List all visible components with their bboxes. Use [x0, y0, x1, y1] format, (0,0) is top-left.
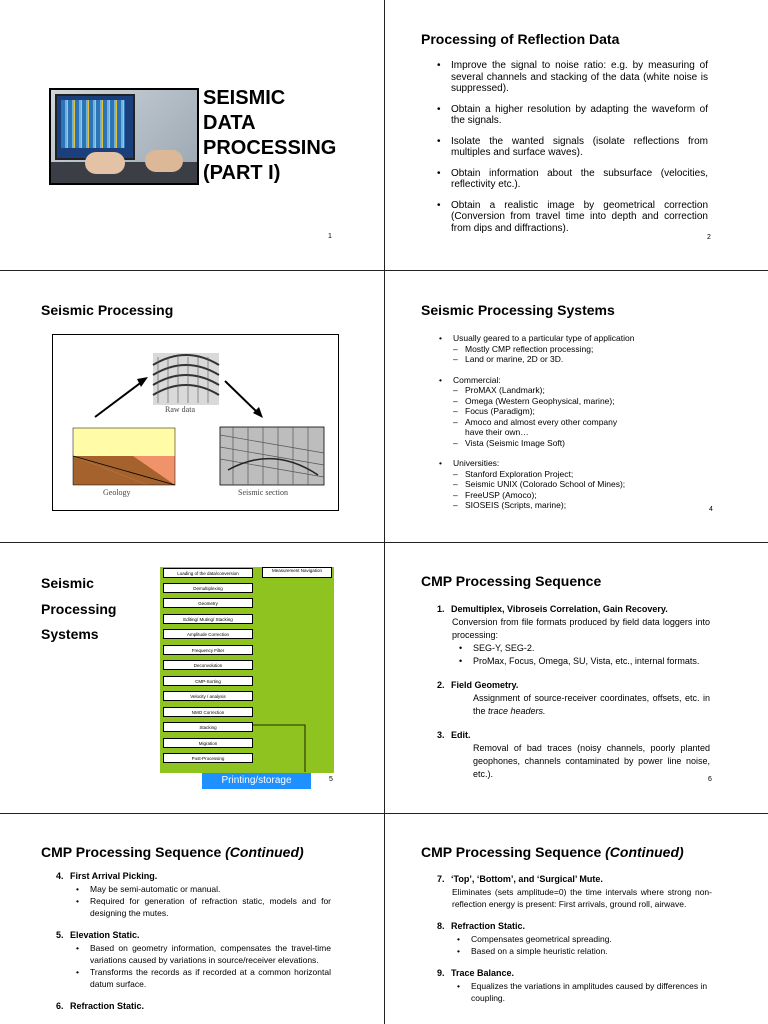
flow-step: Geometry: [163, 598, 253, 608]
list-item: • Based on a simple heuristic relation.: [455, 945, 712, 957]
flow-step: CMP-Sorting: [163, 676, 253, 686]
list-item: • SEG-Y, SEG-2.: [457, 642, 710, 655]
list-item: • Obtain a higher resolution by adapting the waveform of the signals.: [435, 104, 708, 127]
flow-step: Amplitude Correction: [163, 629, 253, 639]
list-item: 4. First Arrival Picking. • May be semi-automatic or manual. • Required for generation of refraction static, models and for designing the mutes.: [56, 870, 331, 919]
list-item: • Compensates geometrical spreading.: [455, 933, 712, 945]
slide-8: [385, 814, 768, 1024]
flow-step: Editing/ Muting/ Stacking: [163, 614, 253, 624]
slide-title: CMP Processing Sequence (Continued): [41, 844, 304, 860]
list-item: • Commercial: – ProMAX (Landmark); – Omega (Western Geophysical, marine); – Focus (Paradigm); – Amoco and almost every other company have their own… – Vista (Seismic Image Soft): [437, 375, 717, 449]
flow-step: Stacking: [163, 722, 253, 732]
list-item: • Isolate the wanted signals (isolate reflections from multiples and surface waves).: [435, 136, 708, 159]
list-item: • Based on geometry information, compensates the travel-time variations caused by variations in source/receiver elevations.: [74, 942, 331, 966]
slide-title: Seismic Processing: [41, 302, 174, 318]
page-number: 5: [329, 776, 333, 783]
page-number: 4: [709, 506, 713, 513]
list-item: • Equalizes the variations in amplitudes caused by differences in coupling.: [455, 980, 712, 1004]
flow-step: Demultiplexing: [163, 583, 253, 593]
slide-3: [0, 271, 383, 542]
list-item: – Focus (Paradigm);: [453, 406, 717, 417]
list-item: 9. Trace Balance. • Equalizes the variations in amplitudes caused by differences in coupling.: [437, 967, 712, 1004]
flow-step: NMO Correction: [163, 707, 253, 717]
bullet-list: [435, 60, 708, 243]
list-item: • Obtain a realistic image by geometrical correction (Conversion from travel time into depth and correction from dips and diffractions).: [435, 200, 708, 235]
seismic-section-label: Seismic section: [238, 488, 288, 497]
list-item: • Transforms the records as if recorded at a common horizontal datum surface.: [74, 966, 331, 990]
list-item: 6. Refraction Static.: [56, 1001, 145, 1011]
processing-diagram: [52, 334, 339, 511]
sequence-list: [437, 873, 712, 1004]
list-item: 2. Field Geometry. Assignment of source-receiver coordinates, offsets, etc. in the trace headers.: [437, 680, 710, 716]
list-item: – SIOSEIS (Scripts, marine);: [453, 500, 717, 511]
list-item: – Omega (Western Geophysical, marine);: [453, 396, 717, 407]
sequence-list: [437, 603, 710, 781]
raw-data-label: Raw data: [165, 405, 195, 414]
list-item: – Amoco and almost every other company have their own…: [453, 417, 717, 438]
slide-6: [385, 543, 768, 813]
list-item: – Seismic UNIX (Colorado School of Mines);: [453, 479, 717, 490]
list-item: – FreeUSP (Amoco);: [453, 490, 717, 501]
list-item: • Usually geared to a particular type of application – Mostly CMP reflection processing; – Land or marine, 2D or 3D.: [437, 333, 717, 365]
flow-step: Velocity / analysis: [163, 691, 253, 701]
slide-2: [385, 0, 768, 270]
list-item: 3. Edit. Removal of bad traces (noisy channels, poorly planted geophones, channels contaminated by power line noise, etc.).: [437, 730, 710, 779]
systems-list: [437, 333, 717, 511]
printing-storage-box: Printing/storage: [202, 773, 311, 789]
slide-7: [0, 814, 383, 1024]
list-item: • Obtain information about the subsurface (velocities, reflectivity etc.).: [435, 168, 708, 191]
list-item: – Mostly CMP reflection processing;: [453, 344, 717, 355]
list-item: • Universities: – Stanford Exploration Project; – Seismic UNIX (Colorado School of Mines); – FreeUSP (Amoco); – SIOSEIS (Scripts, marine);: [437, 458, 717, 511]
list-item: – Vista (Seismic Image Soft): [453, 438, 717, 449]
list-item: 7. ‘Top’, ‘Bottom’, and ‘Surgical’ Mute. Eliminates (sets amplitude=0) the time intervals where strong non-reflection energy is present: First arrivals, ground roll, airwave.: [437, 874, 712, 909]
slide-title: SEISMIC DATA PROCESSING (PART I): [203, 87, 337, 184]
flow-step: Post-Processing: [163, 753, 253, 763]
list-item: • Improve the signal to noise ratio: e.g. by measuring of several channels and stacking of the data (white noise is suppressed).: [435, 60, 708, 95]
slide-title: Seismic Processing Systems: [421, 302, 615, 318]
flow-step: Deconvolution: [163, 660, 253, 670]
list-item: • May be semi-automatic or manual.: [74, 883, 331, 895]
list-item: – Land or marine, 2D or 3D.: [453, 354, 717, 365]
measurement-navigation-box: Measurement Navigation: [262, 567, 332, 578]
slide-title: CMP Processing Sequence: [421, 573, 602, 589]
flow-step: Migration: [163, 738, 253, 748]
page-number: 6: [708, 776, 712, 783]
slide-title: Seismic Processing Systems: [41, 575, 117, 642]
slide-4: [385, 271, 768, 542]
list-item: 8. Refraction Static. • Compensates geometrical spreading. • Based on a simple heuristic relation.: [437, 920, 712, 957]
flow-step: Frequency Filter: [163, 645, 253, 655]
list-item: • ProMax, Focus, Omega, SU, Vista, etc., internal formats.: [457, 655, 710, 668]
page-number: 1: [328, 233, 332, 240]
sequence-list: [56, 870, 331, 1013]
geology-label: Geology: [103, 488, 131, 497]
list-item: • Required for generation of refraction static, models and for designing the mutes.: [74, 895, 331, 919]
slide-5: [0, 543, 383, 813]
list-item: – ProMAX (Landmark);: [453, 385, 717, 396]
slide-title: CMP Processing Sequence (Continued): [421, 844, 684, 860]
page-number: 2: [707, 234, 711, 241]
list-item: – Stanford Exploration Project;: [453, 469, 717, 480]
flow-step: Loading of the data/conversion: [163, 568, 253, 578]
processing-figure: [53, 335, 338, 510]
slide-1: [0, 0, 383, 270]
flow-connector: [253, 722, 313, 774]
slide-title: Processing of Reflection Data: [421, 31, 620, 47]
list-item: 5. Elevation Static. • Based on geometry information, compensates the travel-time variations caused by variations in source/receiver elevations. • Transforms the records as if recorded at a common horizontal datum surface.: [56, 929, 331, 990]
list-item: 1. Demultiplex, Vibroseis Correlation, Gain Recovery. Conversion from file formats produced by field data loggers into processing: • SEG-Y, SEG-2. • ProMax, Focus, Omega, SU, Vista, etc., internal formats.: [437, 603, 710, 668]
laptop-photo: [49, 88, 199, 185]
